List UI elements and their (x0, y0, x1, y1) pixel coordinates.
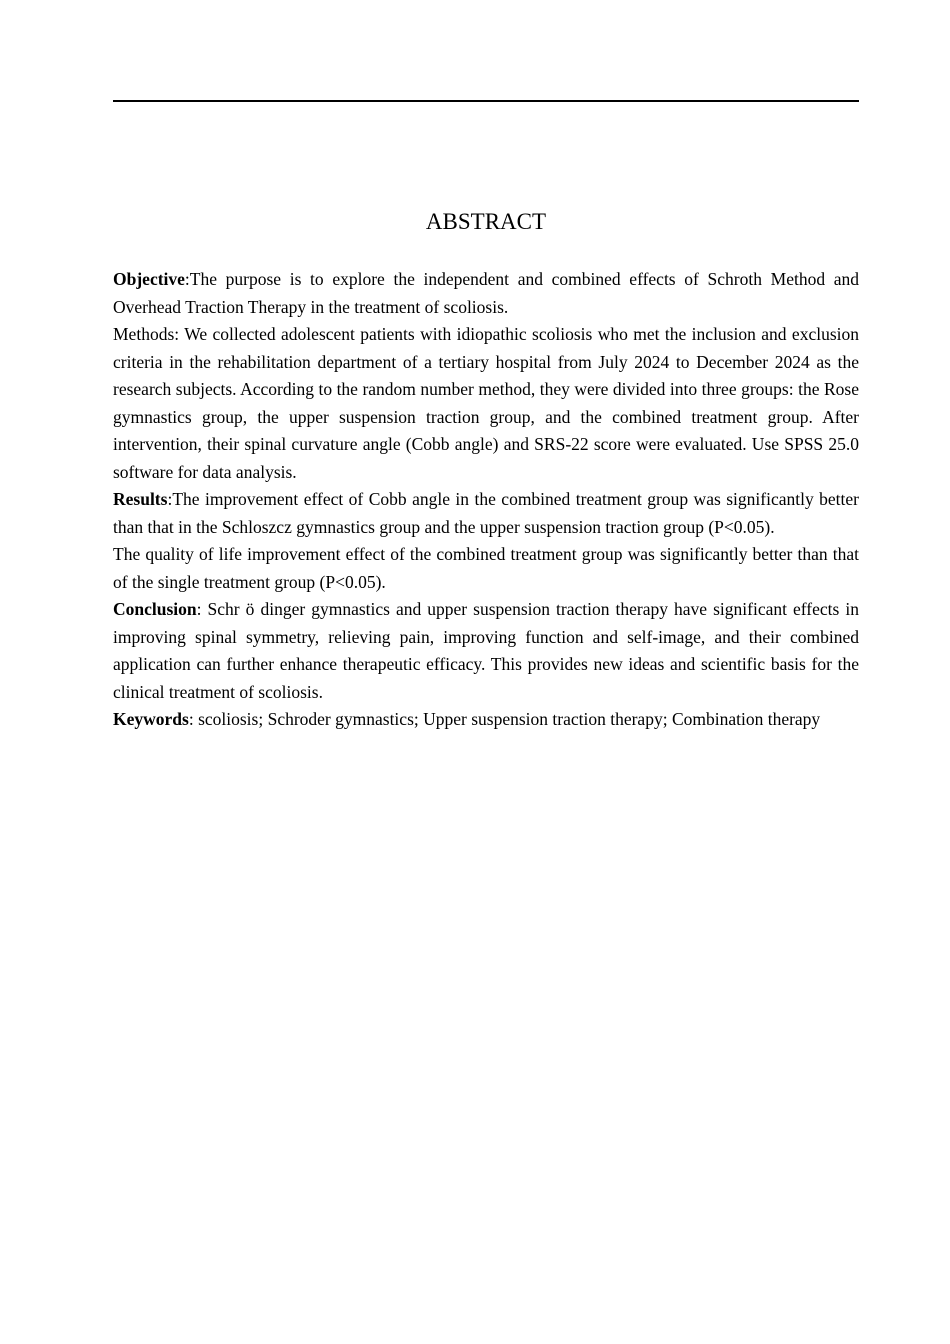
abstract-title: ABSTRACT (425, 209, 547, 234)
objective-label: Objective (113, 269, 185, 289)
header-rule (113, 100, 859, 102)
results-text: :The improvement effect of Cobb angle in the combined treatment group was significantly better than that in the Schloszcz gymnastics group and the upper suspension traction group (P<0.05). (113, 489, 859, 537)
results-paragraph (113, 486, 859, 541)
conclusion-paragraph (113, 596, 859, 706)
objective-paragraph (113, 266, 859, 321)
keywords-text: : scoliosis; Schroder gymnastics; Upper suspension traction therapy; Combination therapy (188, 709, 821, 729)
results-second-paragraph (113, 541, 859, 596)
objective-text: :The purpose is to explore the independent and combined effects of Schroth Method and Overhead Traction Therapy in the treatment of scoliosis. (113, 269, 859, 317)
conclusion-label: Conclusion (113, 599, 197, 619)
methods-text: Methods: We collected adolescent patients with idiopathic scoliosis who met the inclusion and exclusion criteria in the rehabilitation department of a tertiary hospital from July 2024 to December 2024 as the research subjects. According to the random number method, they were divided into three groups: the Rose gymnastics group, the upper suspension traction group, and the combined treatment group. After intervention, their spinal curvature angle (Cobb angle) and SRS-22 score were evaluated. Use SPSS 25.0 software for data analysis. (113, 324, 859, 482)
keywords-label: Keywords (113, 709, 189, 729)
methods-paragraph (113, 321, 859, 486)
results-second-text: The quality of life improvement effect of the combined treatment group was significantly better than that of the single treatment group (P<0.05). (113, 544, 859, 592)
keywords-paragraph (113, 706, 859, 734)
abstract-body (113, 266, 859, 734)
results-label: Results (113, 489, 168, 509)
conclusion-text: : Schr ö dinger gymnastics and upper suspension traction therapy have significant effects in improving spinal symmetry, relieving pain, improving function and self-image, and their combined application can further enhance therapeutic efficacy. This provides new ideas and scientific basis for the clinical treatment of scoliosis. (113, 599, 859, 702)
